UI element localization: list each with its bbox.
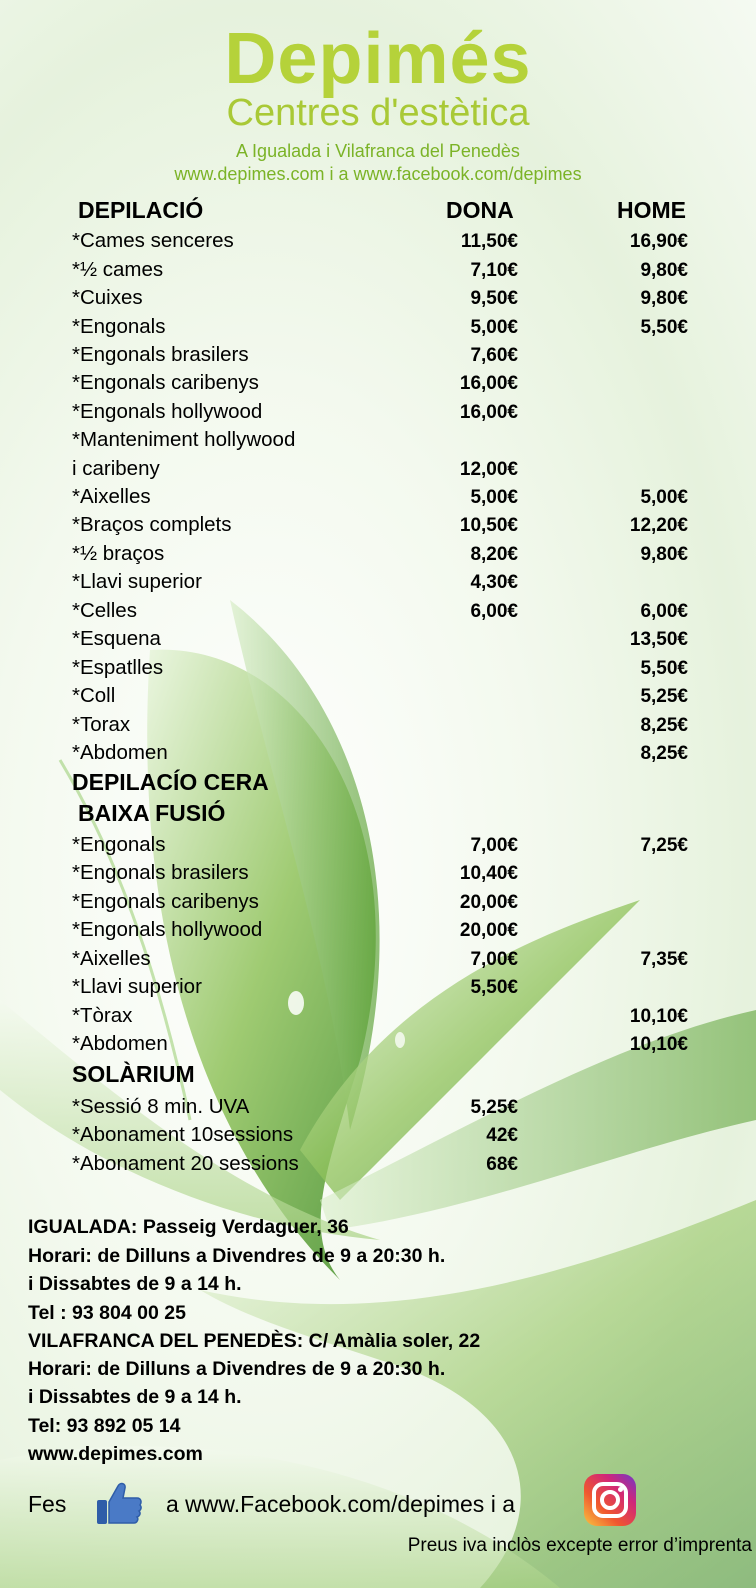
service-item: *Engonals hollywood	[72, 918, 263, 941]
price-home: 7,25€	[640, 835, 688, 856]
vilafranca-hours: Horari: de Dilluns a Divendres de 9 a 20:30 h.	[28, 1358, 446, 1380]
section-title-solarium: SOLÀRIUM	[72, 1061, 195, 1087]
igualada-saturday: i Dissabtes de 9 a 14 h.	[28, 1273, 242, 1295]
price-home: 12,20€	[629, 515, 688, 536]
column-header-home: HOME	[617, 197, 686, 223]
disclaimer: Preus iva inclòs excepte error d’imprenta	[407, 1535, 752, 1556]
service-item: *Engonals brasilers	[72, 861, 249, 884]
service-item: *Torax	[72, 713, 131, 736]
price-dona: 10,40€	[459, 863, 518, 884]
price-dona: 42€	[486, 1125, 518, 1146]
price-dona: 8,20€	[470, 544, 518, 565]
service-item: *Esquena	[72, 627, 161, 650]
website-link[interactable]: www.depimes.com	[28, 1443, 203, 1465]
price-home: 7,35€	[640, 949, 688, 970]
price-dona: 5,25€	[470, 1097, 518, 1118]
service-item: *Engonals caribenys	[72, 371, 259, 394]
price-dona: 6,00€	[470, 601, 518, 622]
price-dona: 11,50€	[460, 231, 518, 252]
price-home: 13,50€	[629, 629, 688, 650]
price-dona: 5,00€	[470, 317, 518, 338]
price-home: 10,10€	[629, 1034, 688, 1055]
price-home: 9,80€	[640, 544, 688, 565]
price-home: 10,10€	[629, 1006, 688, 1027]
section-title-depilacio: DEPILACIÓ	[78, 197, 204, 223]
service-item: *Espatlles	[72, 656, 164, 679]
price-home: 8,25€	[640, 715, 688, 736]
service-item: *Abdomen	[72, 741, 168, 764]
price-home: 16,90€	[629, 231, 688, 252]
section-title-cera-line2: BAIXA FUSIÓ	[78, 800, 226, 826]
price-dona: 7,00€	[470, 835, 518, 856]
service-item: *Tòrax	[72, 1004, 133, 1027]
price-home: 5,50€	[640, 317, 688, 338]
price-dona: 20,00€	[459, 892, 518, 913]
service-item: *Engonals	[72, 315, 166, 338]
instagram-icon[interactable]	[582, 1472, 638, 1528]
service-item: *Braços complets	[72, 513, 232, 536]
price-dona: 10,50€	[459, 515, 518, 536]
price-dona: 7,60€	[470, 345, 518, 366]
service-item: *Engonals brasilers	[72, 343, 249, 366]
price-dona: 12,00€	[459, 459, 518, 480]
price-home: 5,00€	[640, 487, 688, 508]
service-item: *Cames senceres	[72, 229, 234, 252]
web-links[interactable]: www.depimes.com i a www.facebook.com/depimes	[174, 164, 582, 184]
locations-line: A Igualada i Vilafranca del Penedès	[236, 141, 520, 161]
service-item: *Engonals	[72, 833, 166, 856]
service-item: *Engonals caribenys	[72, 890, 259, 913]
column-header-dona: DONA	[446, 197, 514, 223]
price-dona: 9,50€	[470, 288, 518, 309]
price-dona: 5,00€	[470, 487, 518, 508]
service-item: *Celles	[72, 599, 137, 622]
price-dona: 16,00€	[459, 373, 518, 394]
price-home: 9,80€	[640, 288, 688, 309]
igualada-phone: Tel : 93 804 00 25	[28, 1302, 186, 1324]
section-title-cera: DEPILACÍO CERA	[72, 769, 269, 795]
price-home: 8,25€	[640, 743, 688, 764]
service-item: *Abonament 10sessions	[72, 1123, 294, 1146]
price-home: 9,80€	[640, 260, 688, 281]
price-home: 6,00€	[640, 601, 688, 622]
like-thumb-icon[interactable]	[94, 1478, 144, 1528]
price-dona: 5,50€	[470, 977, 518, 998]
service-item: *Cuixes	[72, 286, 143, 309]
service-item: *Engonals hollywood	[72, 400, 263, 423]
vilafranca-saturday: i Dissabtes de 9 a 14 h.	[28, 1386, 242, 1408]
service-item: *Abonament 20 sessions	[72, 1152, 299, 1175]
price-home: 5,25€	[640, 686, 688, 707]
brand-logo: Depimés	[224, 19, 532, 99]
service-item: *Manteniment hollywood	[72, 428, 296, 451]
service-item: *Llavi superior	[72, 570, 202, 593]
igualada-hours: Horari: de Dilluns a Divendres de 9 a 20:30 h.	[28, 1245, 446, 1267]
service-item: *Llavi superior	[72, 975, 202, 998]
vilafranca-address: VILAFRANCA DEL PENEDÈS: C/ Amàlia soler, 22	[28, 1330, 481, 1352]
service-item: *Abdomen	[72, 1032, 168, 1055]
service-item: *Aixelles	[72, 947, 151, 970]
price-dona: 16,00€	[459, 402, 518, 423]
price-dona: 20,00€	[459, 920, 518, 941]
service-item: *Coll	[72, 684, 116, 707]
price-dona: 7,10€	[470, 260, 518, 281]
vilafranca-phone: Tel: 93 892 05 14	[28, 1415, 181, 1437]
price-home: 5,50€	[640, 658, 688, 679]
service-item: *Sessió 8 min. UVA	[72, 1095, 250, 1118]
service-item: *½ braços	[72, 542, 165, 565]
price-dona: 4,30€	[470, 572, 518, 593]
service-item-continued: i caribeny	[72, 457, 160, 480]
facebook-link[interactable]: a www.Facebook.com/depimes i a	[166, 1491, 515, 1517]
igualada-address: IGUALADA: Passeig Verdaguer, 36	[28, 1216, 349, 1238]
price-dona: 7,00€	[470, 949, 518, 970]
price-dona: 68€	[486, 1154, 518, 1175]
footer-fes-label: Fes	[28, 1491, 67, 1517]
brand-subtitle: Centres d'estètica	[226, 92, 530, 134]
service-item: *Aixelles	[72, 485, 151, 508]
service-item: *½ cames	[72, 258, 164, 281]
